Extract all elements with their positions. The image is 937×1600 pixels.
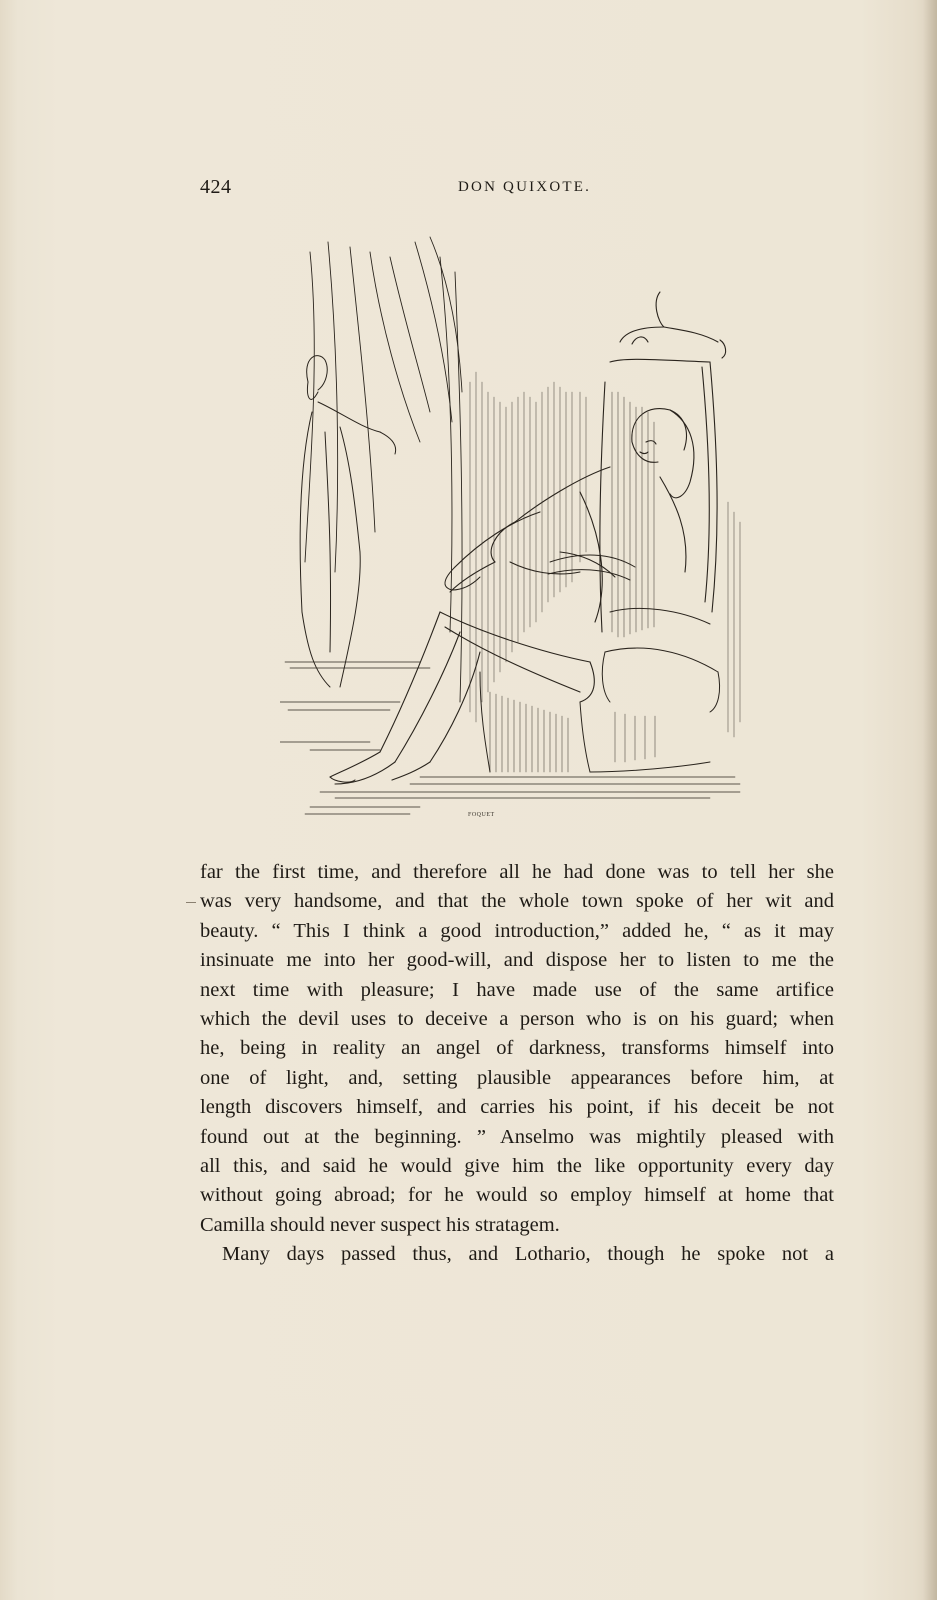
chair-back (600, 292, 726, 632)
margin-mark (186, 902, 196, 903)
engraving-sleeping-man-icon (280, 232, 760, 832)
text-line: which the devil uses to deceive a person who is on his guard; when (200, 1007, 834, 1030)
chair-seat-hatching (490, 692, 655, 772)
text-line: was very handsome, and that the whole town spoke of her wit and (200, 890, 834, 913)
page-number: 424 (200, 176, 232, 198)
text-line: insinuate me into her good-will, and dispose her to listen to me the (200, 949, 834, 972)
man-legs (330, 612, 480, 784)
chair-seat (480, 608, 720, 772)
running-title: DON QUIXOTE. (458, 179, 592, 195)
text-line: far the first time, and therefore all he had done was to tell her she (200, 861, 834, 883)
floor-lines (280, 662, 740, 814)
text-line: next time with pleasure; I have made use of the same artifice (200, 978, 834, 1001)
text-line: length discovers himself, and carries his point, if his deceit be not (200, 1096, 834, 1119)
curtain-folds (305, 237, 462, 702)
text-line: one of light, and, setting plausible appearances before him, at (200, 1066, 834, 1089)
paragraph-end-line: Camilla should never suspect his stratagem. (200, 1213, 560, 1236)
wall-hatching (470, 372, 740, 737)
man-head (632, 409, 694, 498)
text-line: found out at the beginning. ” Anselmo was mightily pleased with (200, 1125, 834, 1148)
man-body (440, 467, 686, 702)
body-text (200, 858, 834, 1269)
paragraph-first-line: Many days passed thus, and Lothario, though he spoke not a (222, 1243, 834, 1266)
engraver-signature: FOQUET (468, 812, 495, 818)
text-line: beauty. “ This I think a good introduction,” added he, “ as it may (200, 919, 834, 942)
running-head (200, 176, 840, 202)
woman-figure (300, 356, 396, 687)
page-edge-shadow (923, 0, 937, 1600)
text-line: all this, and said he would give him the like opportunity every day (200, 1154, 834, 1177)
engraving-illustration (280, 232, 760, 832)
text-line: without going abroad; for he would so employ himself at home that (200, 1184, 834, 1207)
text-line: he, being in reality an angel of darkness, transforms himself into (200, 1037, 834, 1060)
